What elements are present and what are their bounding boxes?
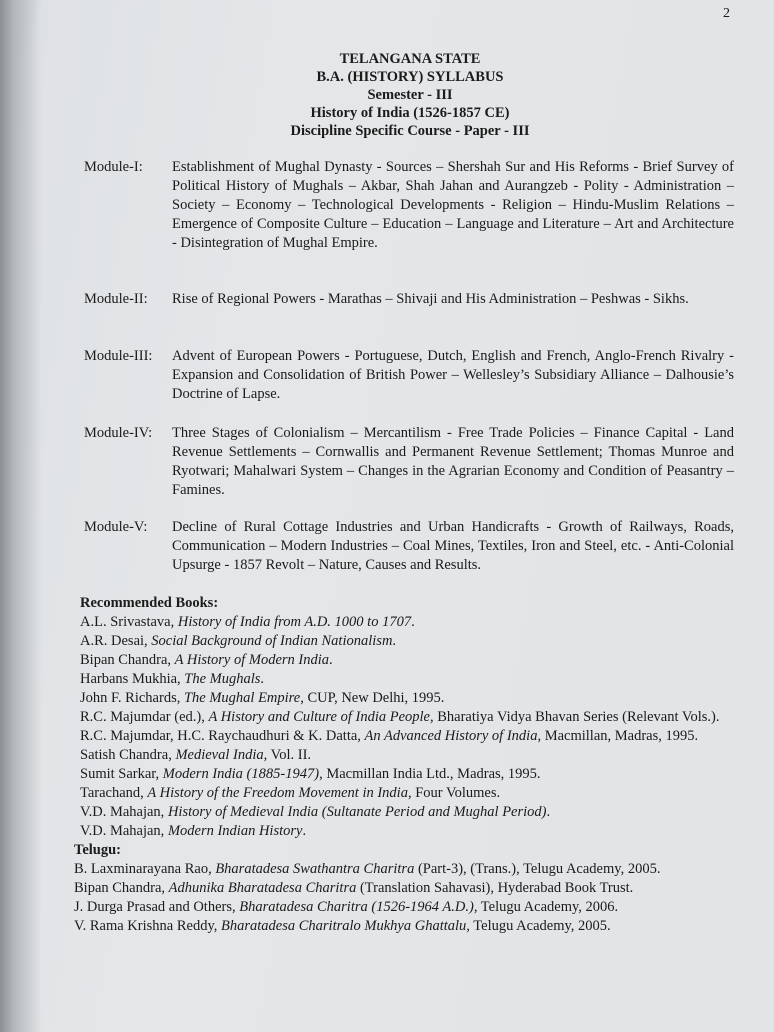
- book-details: .: [411, 614, 415, 630]
- book-entry: [80, 803, 734, 822]
- page-number: 2: [723, 6, 730, 21]
- book-author: R.C. Majumdar, H.C. Raychaudhuri & K. Datta,: [80, 728, 365, 744]
- book-entry: [74, 898, 734, 917]
- book-entry: [80, 765, 734, 784]
- book-author: V. Rama Krishna Reddy,: [74, 918, 221, 934]
- book-author: Tarachand,: [80, 785, 148, 801]
- book-entry: [80, 670, 734, 689]
- book-entry: [80, 613, 734, 632]
- module-4: [84, 424, 734, 500]
- book-title: Modern India (1885-1947): [162, 766, 320, 782]
- book-title: Medieval India: [175, 747, 264, 763]
- book-title: A History of the Freedom Movement in India: [147, 785, 408, 801]
- module-text: Advent of European Powers - Portuguese, Dutch, English and French, Anglo-French Rivalry - Expansion and Consolidation of British Power – Wellesley’s Subsidiary Alliance – Dalhousie’s Doctrine of Lapse.: [172, 348, 734, 402]
- book-entry: [80, 689, 734, 708]
- book-details: .: [392, 633, 397, 649]
- telugu-book-list: [74, 860, 734, 936]
- book-details: .: [260, 671, 265, 687]
- book-entry: [80, 746, 734, 765]
- book-details: , Telugu Academy, 2005.: [466, 918, 611, 934]
- book-entry: [74, 860, 734, 879]
- book-entry: [80, 632, 734, 651]
- semester-title: Semester - III: [367, 87, 453, 103]
- module-text: Decline of Rural Cottage Industries and Urban Handicrafts - Growth of Railways, Roads, Communication – Modern Industries – Coal Mines, Textiles, Iron and Steel, etc. - Anti-Colonial Upsurge - 1857 Revolt – Nature, Causes and Results.: [172, 519, 734, 573]
- book-details: , Macmillan India Ltd., Madras, 1995.: [319, 766, 541, 782]
- syllabus-header: [210, 50, 610, 140]
- book-title: History of Medieval India (Sultanate Period and Mughal Period): [167, 804, 547, 820]
- book-author: Bipan Chandra,: [74, 880, 169, 896]
- book-details: (Part-3), (Trans.), Telugu Academy, 2005.: [414, 861, 661, 877]
- module-5: [84, 518, 734, 575]
- book-author: V.D. Mahajan,: [80, 804, 168, 820]
- book-author: R.C. Majumdar (ed.),: [80, 709, 209, 725]
- state-title: TELANGANA STATE: [339, 51, 481, 67]
- book-title: The Mughals: [184, 671, 261, 687]
- book-entry: [80, 651, 734, 670]
- module-text: Establishment of Mughal Dynasty - Sources – Shershah Sur and His Reforms - Brief Survey of Political History of Mughals – Akbar, Shah Jahan and Aurangzeb - Polity - Administration – Society – Economy – Technological Developments - Religion – Hindu-Muslim Relations – Emergence of Composite Culture – Education – Language and Literature – Art and Architecture - Disintegration of Mughal Empire.: [172, 159, 734, 251]
- book-author: V.D. Mahajan,: [80, 823, 168, 839]
- book-details: , CUP, New Delhi, 1995.: [300, 690, 445, 706]
- book-details: , Bharatiya Vidya Bhavan Series (Relevant Vols.).: [429, 709, 720, 725]
- paper-title: Discipline Specific Course - Paper - III: [290, 123, 530, 139]
- book-entry: [80, 727, 734, 746]
- book-title: History of India from A.D. 1000 to 1707: [177, 614, 412, 630]
- book-details: , Telugu Academy, 2006.: [473, 899, 619, 915]
- book-author: Satish Chandra,: [80, 747, 176, 763]
- book-author: J. Durga Prasad and Others,: [74, 899, 240, 915]
- course-title: History of India (1526-1857 CE): [310, 105, 510, 121]
- module-text: Three Stages of Colonialism – Mercantilism - Free Trade Policies – Finance Capital - Land Revenue Settlements – Cornwallis and Permanent Revenue Settlement; Thomas Munroe and Ryotwari; Mahalwari System – Changes in the Agrarian Economy and Condition of Peasantry – Famines.: [172, 425, 734, 498]
- module-3: [84, 347, 734, 404]
- book-details: .: [546, 804, 551, 820]
- module-1: [84, 158, 734, 253]
- book-title: Bharatadesa Charitra (1526-1964 A.D.): [239, 899, 474, 915]
- book-title: Social Background of Indian Nationalism: [151, 633, 393, 649]
- book-details: , Four Volumes.: [407, 785, 501, 801]
- book-author: Sumit Sarkar,: [80, 766, 163, 782]
- book-author: John F. Richards,: [80, 690, 184, 706]
- module-label: Module-II:: [84, 291, 148, 307]
- book-title: A History of Modern India: [174, 652, 330, 668]
- telugu-heading: Telugu:: [74, 842, 122, 858]
- book-details: , Vol. II.: [263, 747, 312, 763]
- module-label: Module-I:: [84, 159, 143, 175]
- book-author: B. Laxminarayana Rao,: [74, 861, 216, 877]
- book-list: [74, 613, 734, 841]
- book-spine-shadow: [0, 0, 42, 1032]
- book-entry: [74, 917, 734, 936]
- book-title: Adhunika Bharatadesa Charitra: [168, 880, 357, 896]
- book-title: An Advanced History of India: [364, 728, 538, 744]
- book-details: , Macmillan, Madras, 1995.: [537, 728, 699, 744]
- book-author: Bipan Chandra,: [80, 652, 175, 668]
- book-entry: [80, 784, 734, 803]
- book-title: Modern Indian History: [167, 823, 303, 839]
- syllabus-title: B.A. (HISTORY) SYLLABUS: [316, 69, 504, 85]
- book-details: .: [302, 823, 307, 839]
- recommended-books-section: [74, 594, 734, 936]
- book-title: The Mughal Empire: [183, 690, 301, 706]
- module-label: Module-IV:: [84, 425, 153, 441]
- book-title: Bharatadesa Charitralo Mukhya Ghattalu: [221, 918, 467, 934]
- module-label: Module-III:: [84, 348, 153, 364]
- book-title: Bharatadesa Swathantra Charitra: [215, 861, 415, 877]
- book-details: (Translation Sahavasi), Hyderabad Book Trust.: [356, 880, 634, 896]
- book-entry: [74, 879, 734, 898]
- book-entry: [80, 822, 734, 841]
- module-label: Module-V:: [84, 519, 148, 535]
- book-title: A History and Culture of India People: [208, 709, 430, 725]
- book-author: Harbans Mukhia,: [80, 671, 185, 687]
- book-author: A.R. Desai,: [80, 633, 152, 649]
- recommended-books-heading: Recommended Books:: [80, 595, 219, 611]
- book-details: .: [329, 652, 333, 668]
- book-entry: [80, 708, 734, 727]
- module-text: Rise of Regional Powers - Marathas – Shivaji and His Administration – Peshwas - Sikhs.: [172, 291, 689, 307]
- book-author: A.L. Srivastava,: [80, 614, 178, 630]
- module-2: [84, 290, 734, 309]
